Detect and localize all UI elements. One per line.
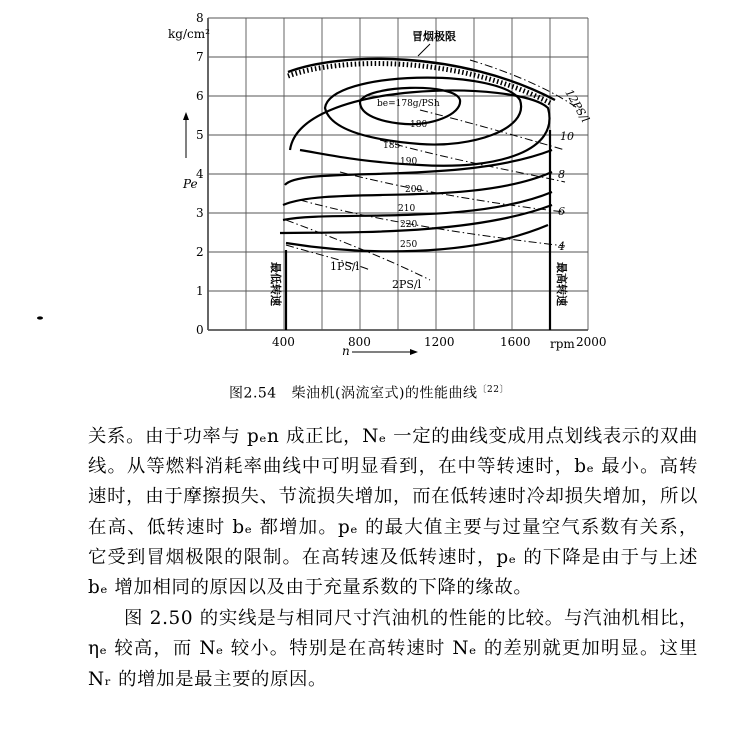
y-tick-label: 6: [196, 89, 204, 103]
power-curves: [286, 60, 580, 280]
y-tick-label: 7: [196, 50, 204, 64]
limit-pointer: [418, 44, 430, 56]
y-tick-label: 0: [196, 323, 204, 337]
contour-label-220: 220: [400, 220, 418, 230]
x-tick-label: 800: [348, 335, 371, 349]
contour-label-185: 185: [383, 141, 401, 151]
caption-number: 图2.54: [229, 385, 277, 402]
contour-label-200: 200: [405, 185, 423, 195]
contour-label-180: 180: [410, 120, 428, 130]
power-label-4: 4: [558, 240, 565, 253]
y-tick-label: 4: [196, 167, 204, 181]
power-value-labels: [330, 87, 592, 291]
y-arrow-head: [183, 112, 189, 120]
caption-title: 柴油机(涡流室式)的性能曲线: [291, 385, 478, 402]
y-tick-label: 2: [196, 245, 204, 259]
power-label-2: 2PS/l: [392, 278, 422, 291]
x-tick-label: 1600: [500, 335, 531, 349]
smoke-limit-label: 冒烟极限: [412, 30, 456, 43]
power-label-1: 1PS/l: [330, 260, 360, 273]
smoke-limit: [288, 59, 555, 104]
contour-label-190: 190: [400, 157, 418, 167]
y-tick-label: 8: [196, 11, 204, 25]
caption-ref: 〔22〕: [477, 385, 509, 395]
x-tick-label: 1200: [424, 335, 455, 349]
y-tick-labels: [196, 11, 204, 337]
x-tick-label: 2000: [576, 335, 607, 349]
speck: [37, 316, 43, 319]
power-label-12: 12PS/l: [562, 87, 592, 125]
figure-caption: [0, 382, 738, 403]
x-unit-label: rpm: [550, 337, 575, 351]
max-speed-label: 最高转速: [555, 262, 568, 306]
body-text: [88, 422, 698, 695]
y-tick-label: 1: [196, 284, 204, 298]
paragraph-1: 关系。由于功率与 pₑn 成正比，Nₑ 一定的曲线变成用点划线表示的双曲线。从等燃料消耗率曲线中可明显看到，在中等转速时，bₑ 最小。高转速时，由于摩擦损失、节流损失增加，而在低转速时冷却损失增加，所以在高、低转速时 bₑ 都增加。pₑ 的最大值主要与过量空气系数有关系，它受到冒烟极限的限制。在高转速及低转速时，pₑ 的下降是由于与上述 bₑ 增加相同的原因以及由于充量系数的下降的缘故。: [88, 426, 698, 599]
paragraph-2: 图 2.50 的实线是与相同尺寸汽油机的性能的比较。与汽油机相比，ηₑ 较高，而 Nₑ 较小。特别是在高转速时 Nₑ 的差别就更加明显。这里 Nᵣ 的增加是最主要的原因。: [88, 608, 698, 690]
contour-label-250: 250: [400, 240, 418, 250]
y-unit-label: kg/cm²: [168, 27, 210, 41]
x-tick-label: 400: [272, 335, 295, 349]
power-label-10: 10: [560, 130, 574, 143]
min-speed-label: 最低转速: [269, 262, 282, 306]
y-tick-label: 3: [196, 206, 204, 220]
power-label-6: 6: [558, 205, 565, 218]
power-label-8: 8: [558, 168, 565, 181]
y-symbol: Pe: [183, 177, 198, 191]
x-symbol: n: [342, 344, 350, 358]
x-arrow-head: [410, 349, 418, 355]
y-tick-label: 5: [196, 128, 204, 142]
center-label: be=178g/PSh: [377, 99, 440, 109]
contour-label-210: 210: [398, 204, 416, 214]
